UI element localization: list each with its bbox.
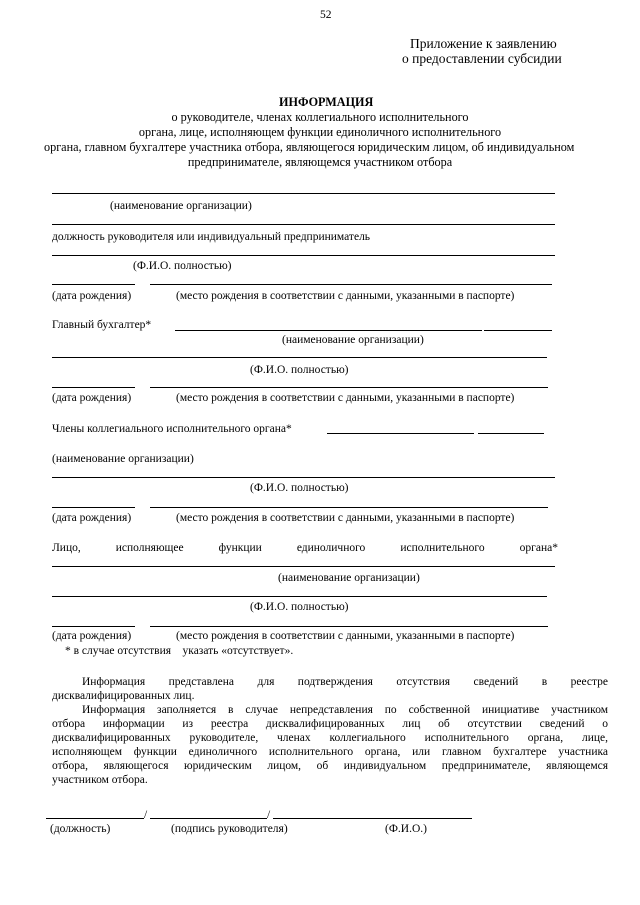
board-fullname-label: (Ф.И.О. полностью) [250,482,349,494]
signature-name-label: (Ф.И.О.) [385,823,427,835]
signature-position-line [46,818,144,819]
chief-birthplace-label: (место рождения в соответствии с данными, указанными в паспорте) [176,392,515,404]
chief-accountant-line-2 [484,330,552,331]
paragraph-2-line-2: отбора информации из реестра дисквалифицированных лиц об отсутствии сведений о [52,718,608,730]
signature-position-label: (должность) [50,823,111,835]
head-line [52,224,555,225]
board-name-line [52,477,555,478]
signature-name-line [273,818,472,819]
subtitle-text-4: предпринимателе, являющемся участником отбора [187,155,453,169]
subtitle-text-1: о руководителе, членах коллегиального исполнительного [171,110,469,124]
sole-word-6: органа* [519,542,558,554]
page-number: 52 [320,9,332,21]
subtitle-line-3: органа, главном бухгалтере участника отбора, являющегося юридическим лицом, об индивидуальном [44,140,575,154]
sole-word-4: единоличного [296,542,366,554]
signature-slash-1: / [144,809,148,821]
board-birthplace-line [150,507,548,508]
chief-accountant-label: Главный бухгалтер* [52,319,152,331]
appendix-line-1: Приложение к заявлению [410,36,557,51]
subtitle-text-2: органа, лице, исполняющем функции единоличного исполнительного [138,125,502,139]
paragraph-1-line-2: дисквалифицированных лиц. [52,690,195,702]
document-title: ИНФОРМАЦИЯ [279,95,374,109]
sole-word-3: функции [218,542,262,554]
footnote: * в случае отсутствия указать «отсутствует». [65,645,294,657]
head-name-line [52,255,555,256]
paragraph-2-line-6: участником отбора. [52,774,148,786]
board-line-2 [478,433,544,434]
sole-birthdate-label: (дата рождения) [52,630,132,642]
head-fullname-label: (Ф.И.О. полностью) [133,260,232,272]
signature-slash-2: / [267,809,271,821]
board-birthdate-label: (дата рождения) [52,512,132,524]
chief-birthplace-line [150,387,548,388]
board-members-label: Члены коллегиального исполнительного органа* [52,423,292,435]
board-birthplace-label: (место рождения в соответствии с данными, указанными в паспорте) [176,512,515,524]
org-name-line [52,193,555,194]
sole-birthplace-label: (место рождения в соответствии с данными, указанными в паспорте) [176,630,515,642]
signature-sign-line [150,818,267,819]
board-birthdate-line [52,507,135,508]
board-line-1 [327,433,474,434]
head-birthdate-line [52,284,135,285]
chief-name-line [52,357,547,358]
sole-word-1: Лицо, [52,542,81,554]
paragraph-2-line-5: отбора, являющегося юридическим лицом, об индивидуальном предпринимателе, являющемся [52,760,608,772]
chief-birthdate-label: (дата рождения) [52,392,132,404]
signature-sign-label: (подпись руководителя) [171,823,288,835]
sole-fullname-label: (Ф.И.О. полностью) [250,601,349,613]
chief-birthdate-line [52,387,135,388]
subtitle-line-2 [0,125,640,140]
chief-accountant-line [175,330,482,331]
subtitle-line-1 [0,110,640,125]
sole-birthdate-line [52,626,135,627]
appendix-line-2: о предоставлении субсидии [402,51,562,66]
paragraph-2-line-1: Информация заполняется в случае непредставления по собственной инициативе участником [82,704,608,716]
sole-birthplace-line [150,626,548,627]
head-birthplace-label: (место рождения в соответствии с данными, указанными в паспорте) [176,290,515,302]
paragraph-2-line-4: исполняющем функции единоличного исполнительного органа, или главном бухгалтере участника [52,746,608,758]
sole-org-line [52,566,555,567]
chief-fullname-label: (Ф.И.О. полностью) [250,364,349,376]
head-birthdate-label: (дата рождения) [52,290,132,302]
sole-executive-label [52,541,558,555]
subtitle-line-4 [0,155,640,170]
chief-org-name-label: (наименование организации) [282,334,424,346]
sole-name-line [52,596,547,597]
head-position-label: должность руководителя или индивидуальный предприниматель [52,231,371,243]
sole-org-name-label: (наименование организации) [278,572,420,584]
paragraph-1-line-1: Информация представлена для подтверждения отсутствия сведений в реестре [82,676,608,688]
board-org-name-label: (наименование организации) [52,453,194,465]
org-name-label: (наименование организации) [110,200,252,212]
sole-word-2: исполняющее [115,542,184,554]
sole-word-5: исполнительного [400,542,485,554]
paragraph-2-line-3: дисквалифицированных руководителе, членах коллегиального исполнительного органа, лице, [52,732,608,744]
head-birthplace-line [150,284,552,285]
